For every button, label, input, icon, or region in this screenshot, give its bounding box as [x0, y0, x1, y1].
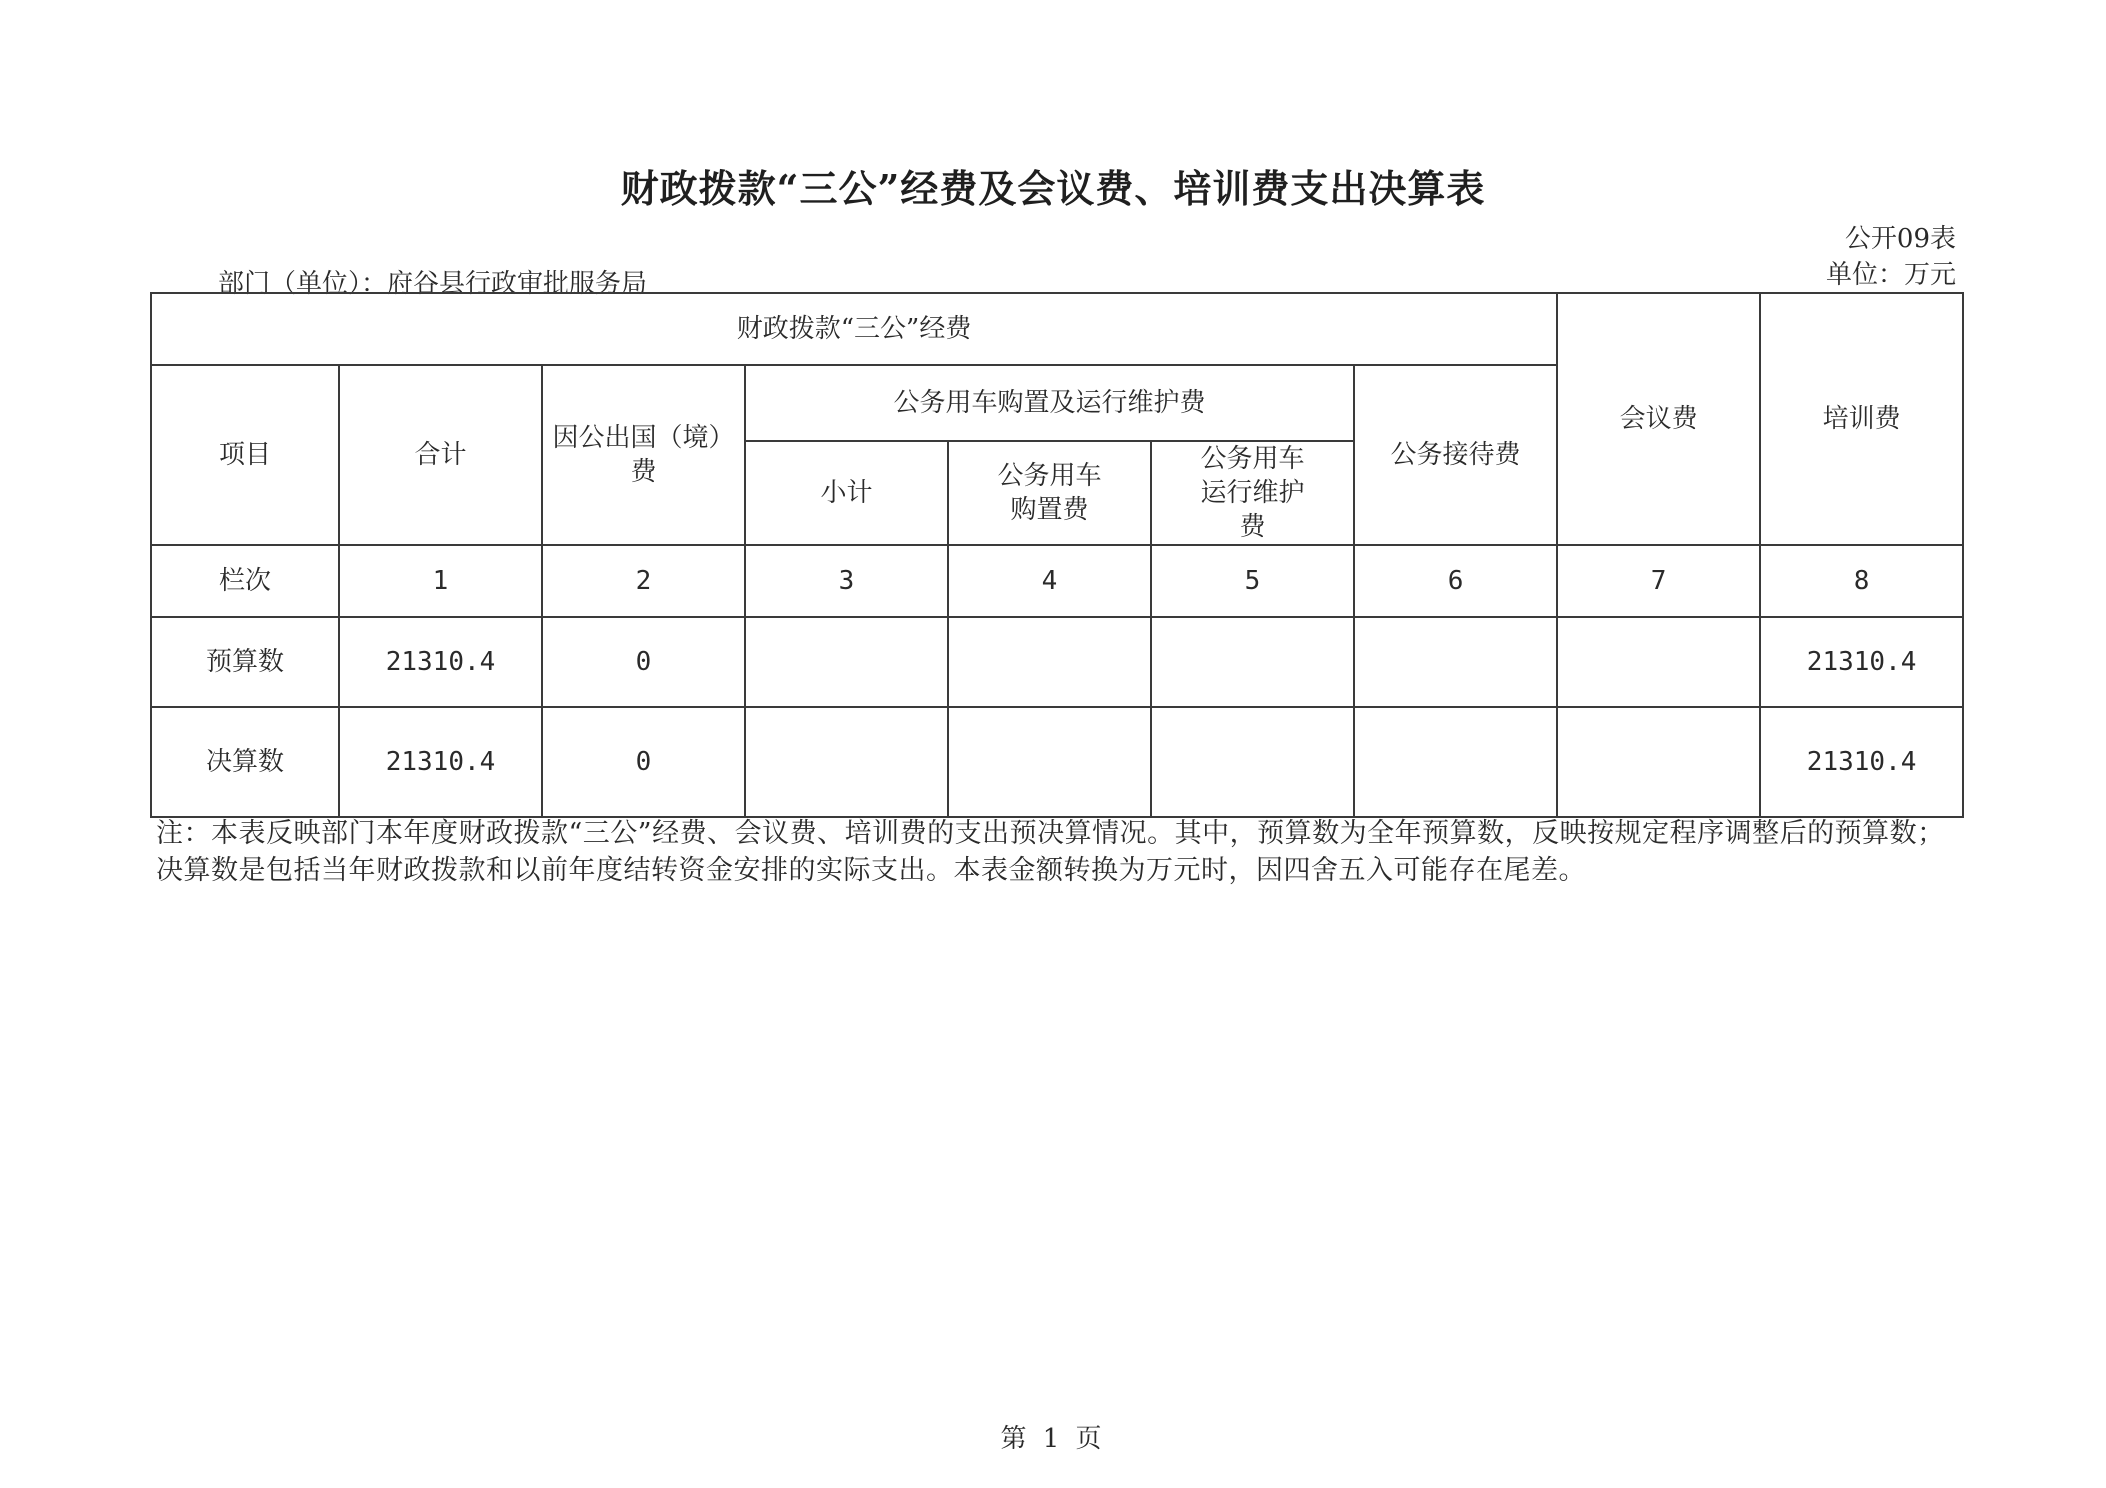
budget-vehicle-operation — [1151, 617, 1354, 707]
form-code: 公开09表 — [1844, 224, 1956, 254]
table-title: 财政拨款“三公”经费及会议费、培训费支出决算表 — [620, 166, 1486, 211]
footnote: 注：本表反映部门本年度财政拨款“三公”经费、会议费、培训费的支出预决算情况。其中，预算数为全年预算数，反映按规定程序调整后的预算数；决算数是包括当年财政拨款和以前年度结转资金安排的实际支出。本表金额转换为万元时，因四舍五入可能存在尾差。 — [156, 818, 1945, 886]
header-item: 项目 — [151, 365, 339, 545]
header-vehicle-group: 公务用车购置及运行维护费 — [745, 365, 1354, 441]
column-number: 3 — [745, 545, 948, 617]
unit-label: 单位：万元 — [1825, 260, 1956, 290]
header-total: 合计 — [339, 365, 542, 545]
final-abroad: 0 — [542, 707, 745, 817]
column-number: 2 — [542, 545, 745, 617]
row-label-final: 决算数 — [151, 707, 339, 817]
final-training: 21310.4 — [1760, 707, 1963, 817]
column-number: 5 — [1151, 545, 1354, 617]
column-numbers-label: 栏次 — [151, 545, 339, 617]
header-three-public: 财政拨款“三公”经费 — [151, 293, 1557, 365]
budget-vehicle-subtotal — [745, 617, 948, 707]
header-reception: 公务接待费 — [1354, 365, 1557, 545]
final-vehicle-purchase — [948, 707, 1151, 817]
budget-abroad: 0 — [542, 617, 745, 707]
header-training: 培训费 — [1760, 293, 1963, 545]
final-meeting — [1557, 707, 1760, 817]
final-total: 21310.4 — [339, 707, 542, 817]
column-number: 8 — [1760, 545, 1963, 617]
header-vehicle-subtotal: 小计 — [745, 441, 948, 545]
column-number: 4 — [948, 545, 1151, 617]
column-number: 6 — [1354, 545, 1557, 617]
budget-meeting — [1557, 617, 1760, 707]
header-abroad: 因公出国（境）费 — [542, 365, 745, 545]
header-meeting: 会议费 — [1557, 293, 1760, 545]
row-label-budget: 预算数 — [151, 617, 339, 707]
page-number: 第 1 页 — [1000, 1424, 1106, 1454]
expense-table — [150, 292, 1964, 818]
budget-training: 21310.4 — [1760, 617, 1963, 707]
budget-vehicle-purchase — [948, 617, 1151, 707]
final-vehicle-operation — [1151, 707, 1354, 817]
final-reception — [1354, 707, 1557, 817]
column-number: 1 — [339, 545, 542, 617]
table-row-budget — [151, 617, 1963, 707]
column-number: 7 — [1557, 545, 1760, 617]
header-vehicle-operation: 公务用车运行维护费 — [1151, 441, 1354, 545]
budget-reception — [1354, 617, 1557, 707]
table-row-final — [151, 707, 1963, 817]
final-vehicle-subtotal — [745, 707, 948, 817]
budget-total: 21310.4 — [339, 617, 542, 707]
table-row-column-numbers — [151, 545, 1963, 617]
department-label: 部门（单位）：府谷县行政审批服务局 — [218, 269, 648, 299]
header-vehicle-purchase: 公务用车购置费 — [948, 441, 1151, 545]
